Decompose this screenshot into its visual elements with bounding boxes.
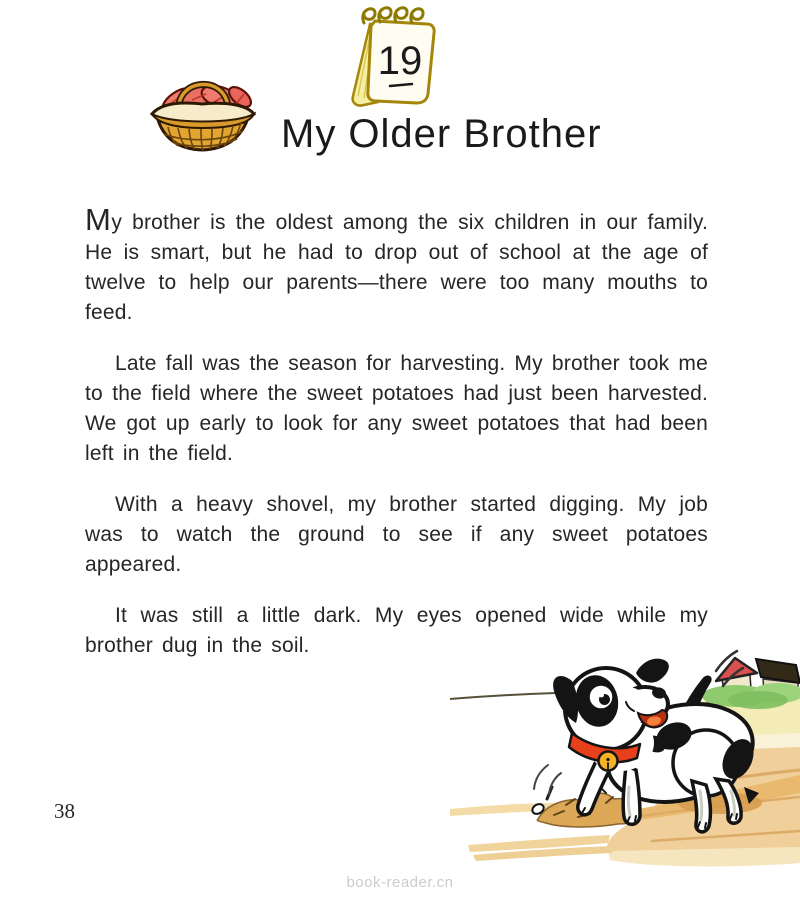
hop-arcs <box>534 765 561 794</box>
calendar-icon-svg <box>338 2 442 112</box>
motion-line <box>450 693 556 699</box>
paragraph-3: With a heavy shovel, my brother started digging. My job was to watch the ground to see if any sweet potatoes appeared. <box>85 493 708 576</box>
paragraph-4: It was still a little dark. My eyes opened wide while my brother dug in the soil. <box>85 604 708 657</box>
basket-icon-svg <box>144 70 262 156</box>
page-title: My Older Brother <box>281 112 602 156</box>
right-ear <box>636 659 669 683</box>
paragraph-1 <box>85 202 708 328</box>
paragraph-2: Late fall was the season for harvesting. My brother took me to the field where the sweet potatoes had just been harvested. We got up early to look for any sweet potatoes that had been left in the field. <box>85 352 708 465</box>
puppy <box>531 651 764 832</box>
puppy-illustration <box>448 641 800 877</box>
calendar-day-number: 19 <box>377 39 423 83</box>
doghouse <box>702 658 800 709</box>
watermark: book-reader.cn <box>346 874 454 891</box>
story-text <box>85 202 708 661</box>
paragraph-1-initial: M <box>85 202 112 237</box>
basket-icon <box>144 70 262 156</box>
calendar-icon <box>338 2 442 112</box>
puppy-illustration-svg <box>448 641 800 877</box>
paragraph-1-text: y brother is the oldest among the six children in our family. He is smart, but he had to drop out of school at the age of twelve to help our parents—there were too many mouths to feed. <box>85 211 708 324</box>
page-number: 38 <box>54 799 75 823</box>
